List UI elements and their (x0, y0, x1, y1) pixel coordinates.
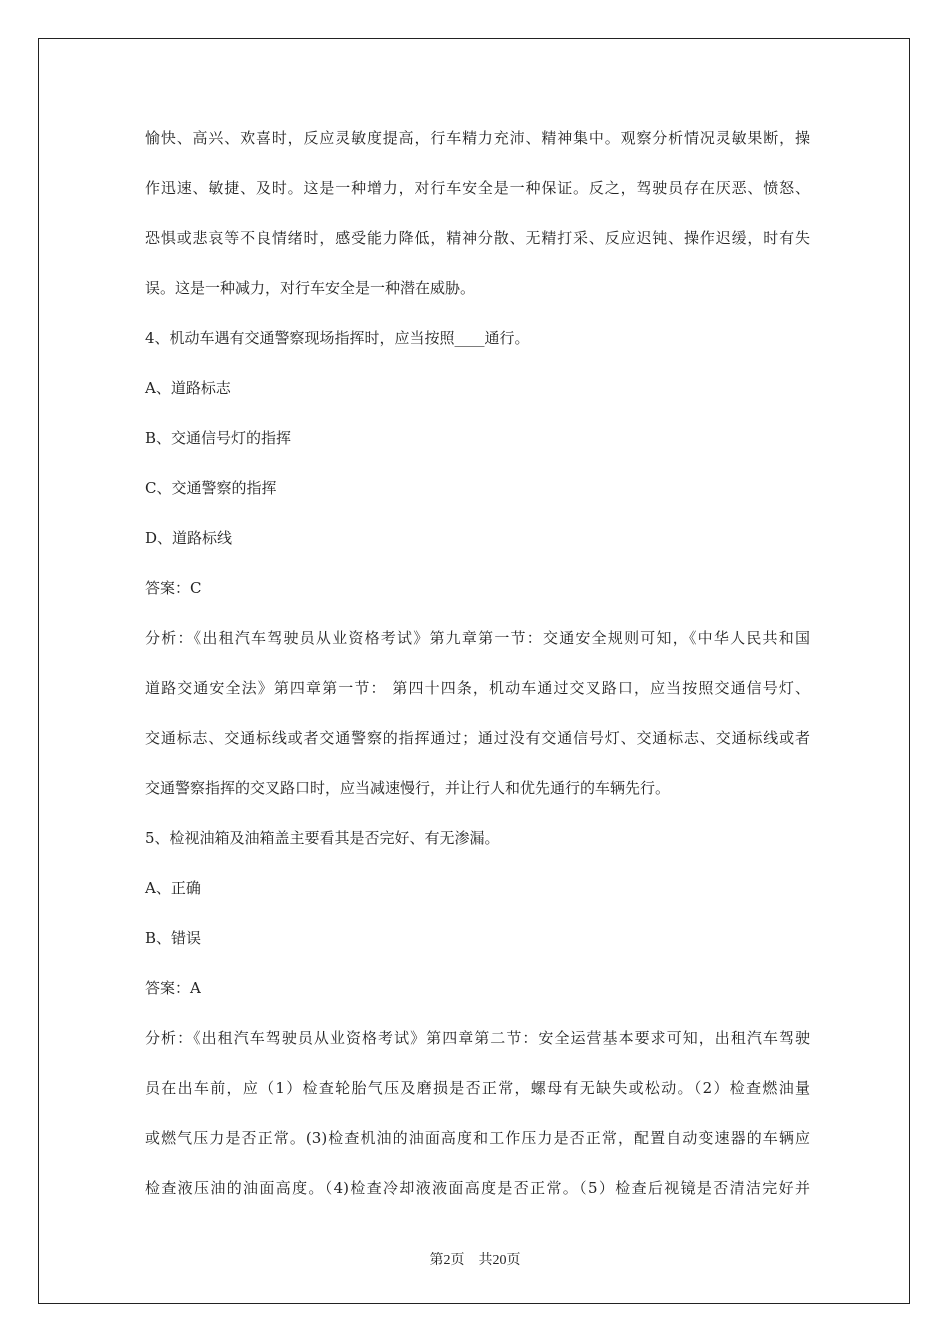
q4-option-d: D、道路标线 (145, 529, 233, 547)
question-4: 4、机动车遇有交通警察现场指挥时，应当按照____通行。 (145, 329, 530, 347)
page-total: 共20页 (478, 1253, 521, 1268)
q4-option-a: A、道路标志 (145, 379, 231, 397)
q4-option-b: B、交通信号灯的指挥 (145, 429, 292, 447)
intro-line: 愉快、高兴、欢喜时，反应灵敏度提高，行车精力充沛、精神集中。观察分析情况灵敏果断，操 (145, 129, 810, 147)
page-footer (0, 1249, 950, 1269)
question-5: 5、检视油箱及油箱盖主要看其是否完好、有无渗漏。 (145, 829, 500, 847)
q5-analysis-line: 检查液压油的油面高度。（4)检查冷却液液面高度是否正常。（5）检查后视镜是否清洁完好并 (145, 1179, 810, 1197)
q5-option-b: B、错误 (145, 929, 202, 947)
q4-analysis-line: 道路交通安全法》第四章第一节： 第四十四条，机动车通过交叉路口，应当按照交通信号灯、 (145, 679, 810, 697)
q5-analysis-line: 分析：《出租汽车驾驶员从业资格考试》第四章第二节：安全运营基本要求可知，出租汽车驾驶 (145, 1029, 810, 1047)
q4-analysis-line: 交通标志、交通标线或者交通警察的指挥通过；通过没有交通信号灯、交通标志、交通标线或者 (145, 729, 810, 747)
page-number: 第2页 (429, 1253, 465, 1268)
intro-line: 误。这是一种减力，对行车安全是一种潜在威胁。 (145, 279, 476, 297)
q4-option-c: C、交通警察的指挥 (145, 479, 277, 497)
q5-answer: 答案：A (145, 979, 201, 997)
q5-analysis-line: 员在出车前，应（1）检查轮胎气压及磨损是否正常，螺母有无缺失或松动。（2）检查燃油量 (145, 1079, 810, 1097)
intro-line: 作迅速、敏捷、及时。这是一种增力，对行车安全是一种保证。反之，驾驶员存在厌恶、愤怒、 (145, 179, 810, 197)
intro-line: 恐惧或悲哀等不良情绪时，感受能力降低，精神分散、无精打采、反应迟钝、操作迟缓，时有失 (145, 229, 810, 247)
q5-option-a: A、正确 (145, 879, 201, 897)
q4-answer: 答案：C (145, 579, 202, 597)
q4-analysis-line: 交通警察指挥的交叉路口时，应当减速慢行，并让行人和优先通行的车辆先行。 (145, 779, 671, 797)
q5-analysis-line: 或燃气压力是否正常。(3)检查机油的油面高度和工作压力是否正常，配置自动变速器的车辆应 (145, 1129, 810, 1147)
q4-analysis-line: 分析：《出租汽车驾驶员从业资格考试》第九章第一节：交通安全规则可知，《中华人民共和国 (145, 629, 810, 647)
